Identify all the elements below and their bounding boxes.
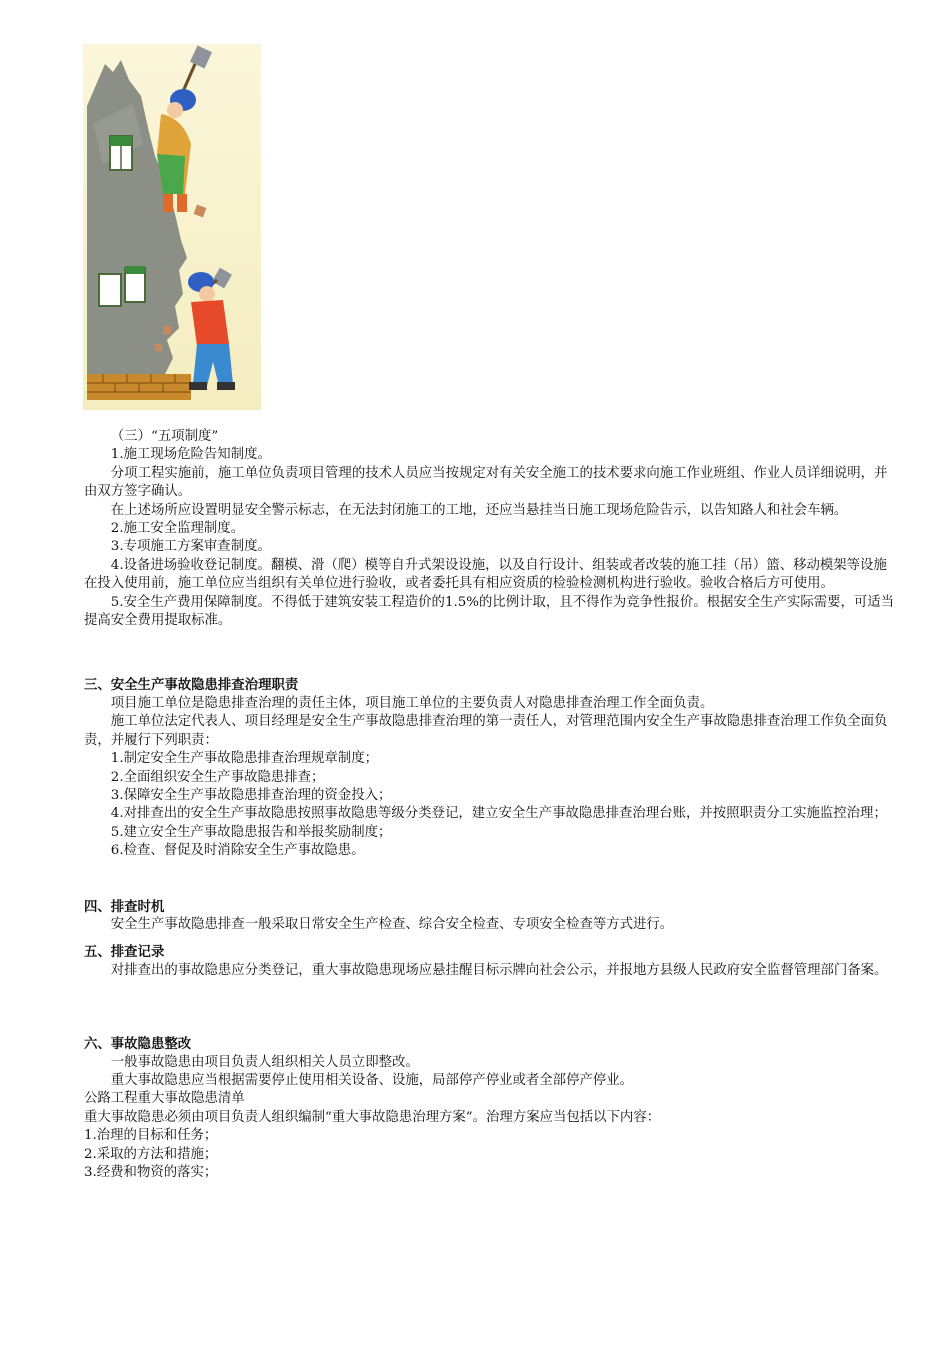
section-6-line: 3.经费和物资的落实； xyxy=(84,1165,218,1180)
section-3-duty: 5.建立安全生产事故隐患报告和举报奖励制度； xyxy=(110,824,392,840)
workers-demolishing-wall-illustration xyxy=(83,44,261,410)
section-6-line: 重大事故隐患必须由项目负责人组织编制“重大事故隐患治理方案”。治理方案应当包括以下内容： xyxy=(84,1109,661,1125)
section-wuxiang-item: 分项工程实施前，施工单位负责项目管理的技术人员应当按规定对有关安全施工的技术要求向施工作业班组、作业人员详细说明，并由双方签字确认。 xyxy=(84,465,888,500)
section-4-heading: 四、排查时机 xyxy=(84,898,165,915)
section-6-line: 公路工程重大事故隐患清单 xyxy=(84,1091,245,1107)
section-3-paragraph: 施工单位法定代表人、项目经理是安全生产事故隐患排查治理的第一责任人，对管理范围内安全生产事故隐患排查治理工作负全面负责，并履行下列职责： xyxy=(84,714,888,748)
section-5-paragraph: 对排查出的事故隐患应分类登记，重大事故隐患现场应悬挂醒目标示牌向社会公示，并报地方县级人民政府安全监督管理部门备案。 xyxy=(110,962,888,978)
section-wuxiang-title: （三）“五项制度” xyxy=(110,429,219,444)
section-wuxiang-item: 4.设备进场验收登记制度。翻模、滑（爬）模等自升式架设设施，以及自行设计、组装或者改装的施工挂（吊）篮、移动模架等设施在投入使用前，施工单位应当组织有关单位进行验收，或者委托具有相应资质的检验检测机构进行验收。验收合格后方可使用。 xyxy=(84,557,887,592)
document-body xyxy=(84,428,896,1182)
section-wuxiang-item: 5.安全生产费用保障制度。不得低于建筑安装工程造价的1.5%的比例计取，且不得作为竞争性报价。根据安全生产实际需要，可适当提高安全费用提取标准。 xyxy=(84,594,895,629)
section-6-paragraph: 重大事故隐患应当根据需要停止使用相关设备、设施，局部停产停业或者全部停产停业。 xyxy=(110,1072,634,1088)
section-3-duty: 4.对排查出的安全生产事故隐患按照事故隐患等级分类登记，建立安全生产事故隐患排查治理台账，并按照职责分工实施监控治理； xyxy=(110,806,887,822)
section-3-duty: 6.检查、督促及时消除安全生产事故隐患。 xyxy=(110,843,365,859)
section-wuxiang-item: 1.施工现场危险告知制度。 xyxy=(110,447,271,463)
section-6-line: 1.治理的目标和任务； xyxy=(84,1128,218,1144)
section-3-duty: 1.制定安全生产事故隐患排查治理规章制度； xyxy=(110,751,378,767)
section-6-line: 2.采取的方法和措施； xyxy=(84,1146,218,1162)
section-wuxiang-item: 在上述场所应设置明显安全警示标志，在无法封闭施工的工地，还应当悬挂当日施工现场危险告示，以告知路人和社会车辆。 xyxy=(110,502,848,518)
section-3-duty: 2.全面组织安全生产事故隐患排查； xyxy=(110,769,325,785)
section-wuxiang-item: 3.专项施工方案审查制度。 xyxy=(110,539,271,555)
section-wuxiang-item: 2.施工安全监理制度。 xyxy=(110,521,245,537)
section-6-paragraph: 一般事故隐患由项目负责人组织相关人员立即整改。 xyxy=(110,1054,419,1070)
section-3-paragraph: 项目施工单位是隐患排查治理的责任主体，项目施工单位的主要负责人对隐患排查治理工作全面负责。 xyxy=(110,695,714,711)
section-5-heading: 五、排查记录 xyxy=(84,944,165,961)
section-4-paragraph: 安全生产事故隐患排查一般采取日常安全生产检查、综合安全检查、专项安全检查等方式进行。 xyxy=(110,916,674,932)
section-6-heading: 六、事故隐患整改 xyxy=(84,1036,192,1053)
section-3-heading: 三、安全生产事故隐患排查治理职责 xyxy=(84,677,299,694)
section-3-duty: 3.保障安全生产事故隐患排查治理的资金投入； xyxy=(110,787,392,803)
